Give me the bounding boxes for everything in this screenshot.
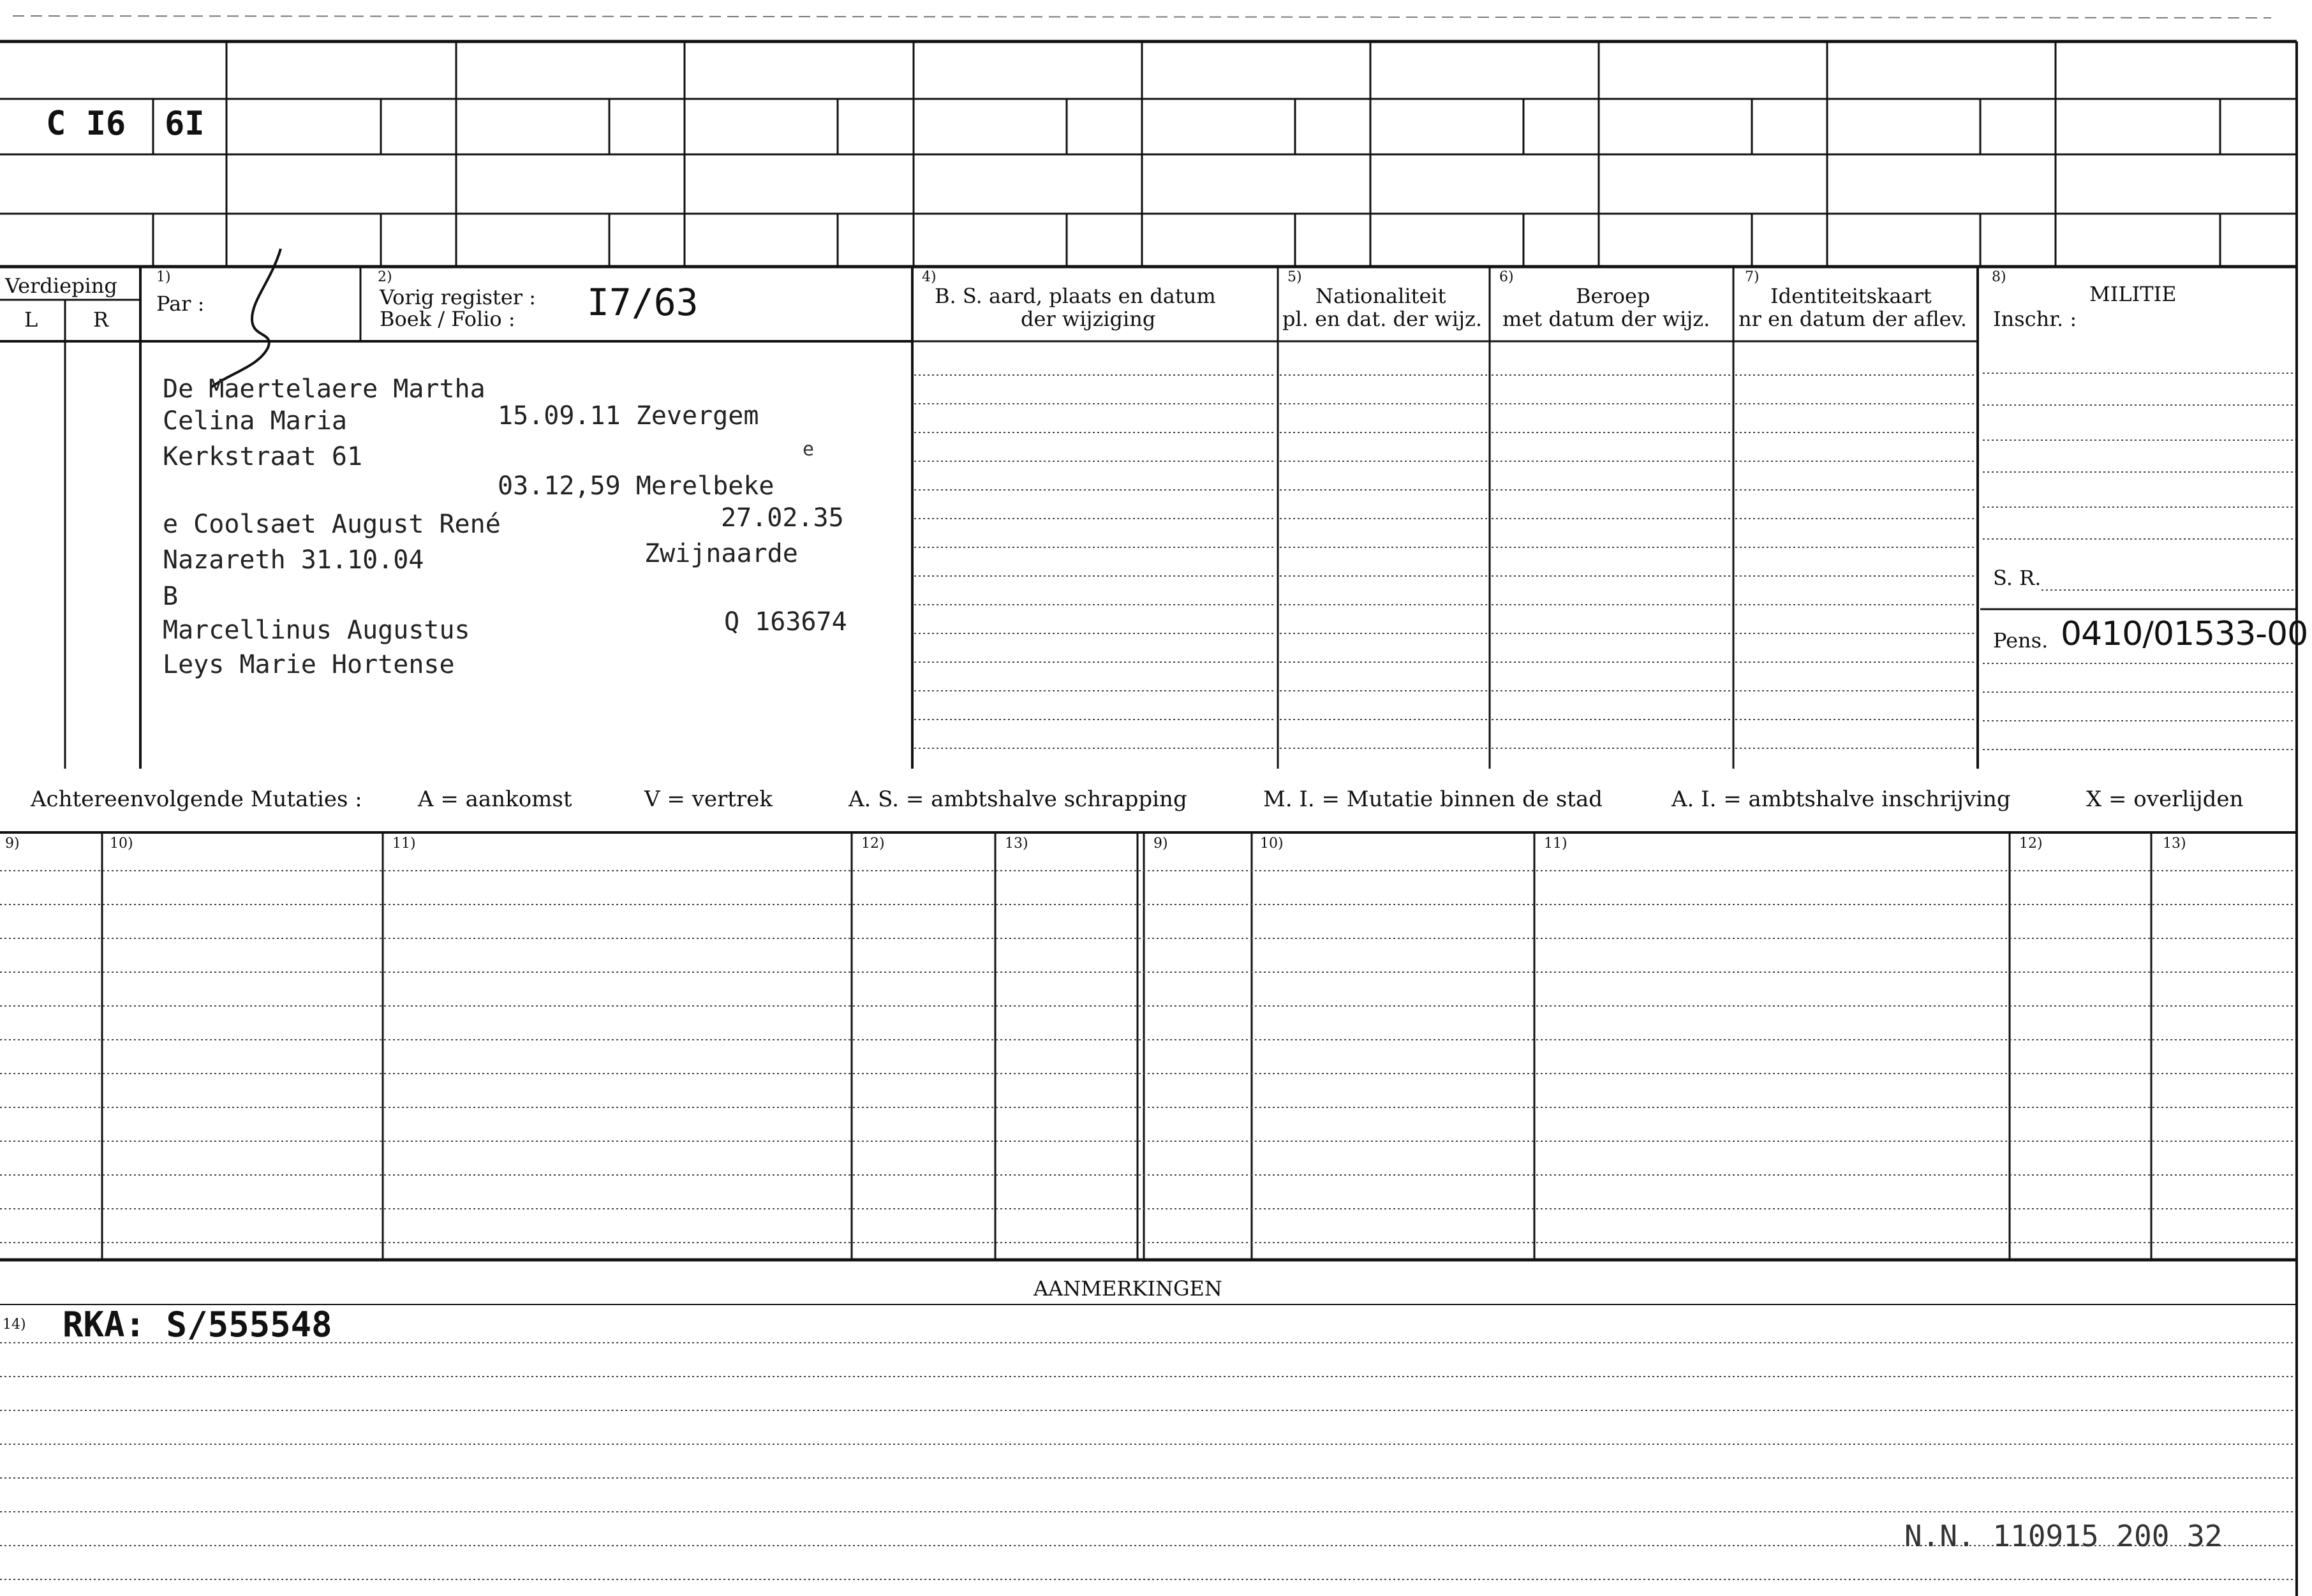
profession-number: 6) xyxy=(1499,269,1514,285)
nationality-label-1: Nationaliteit xyxy=(1315,284,1446,308)
record-father: Marcellinus Augustus xyxy=(163,616,470,645)
record-first-names: Celina Maria xyxy=(163,406,347,436)
profession-label-1: Beroep xyxy=(1576,284,1650,308)
floor-label: Verdieping xyxy=(5,274,117,298)
mutation-col-right-12: 12) xyxy=(2019,836,2043,852)
mutation-code-struck-off: A. S. = ambtshalve schrapping xyxy=(848,787,1187,812)
record-marriage-place: Zwijnaarde xyxy=(644,539,798,568)
militia-pens-label: Pens. xyxy=(1993,628,2049,653)
mutation-col-right-9: 9) xyxy=(1153,836,1168,852)
mutation-col-right-13: 13) xyxy=(2163,836,2186,852)
floor-right-label: R xyxy=(93,307,109,332)
profession-label-2: met datum der wijz. xyxy=(1502,307,1710,331)
par-label: Par : xyxy=(156,292,205,316)
remarks-title: AANMERKINGEN xyxy=(1034,1276,1222,1301)
civil-status-label-1: B. S. aard, plaats en datum xyxy=(935,284,1216,308)
mutation-col-left-12: 12) xyxy=(861,836,885,852)
prev-register-number: 2) xyxy=(378,269,392,285)
mutation-col-right-10: 10) xyxy=(1260,836,1284,852)
mutation-col-left-9: 9) xyxy=(5,836,20,852)
record-name: De Maertelaere Martha xyxy=(163,374,485,404)
record-marriage-date: 27.02.35 xyxy=(721,503,844,533)
record-mother: Leys Marie Hortense xyxy=(163,650,455,679)
mutation-code-registered: A. I. = ambtshalve inschrijving xyxy=(1671,787,2011,812)
book-folio-label: Boek / Folio : xyxy=(380,307,515,331)
record-id-number: Q 163674 xyxy=(724,607,847,637)
militia-sr-label: S. R. xyxy=(1993,566,2042,590)
militia-inschr-label: Inschr. : xyxy=(1993,307,2077,331)
mutation-col-left-11: 11) xyxy=(392,836,416,852)
mutation-code-death: X = overlijden xyxy=(2086,787,2244,812)
record-spouse: e Coolsaet August René xyxy=(163,510,501,539)
record-b-line: B xyxy=(163,582,179,611)
top-box-2-value: 6I xyxy=(165,105,205,143)
mutation-col-left-13: 13) xyxy=(1005,836,1028,852)
record-spouse-birth: Nazareth 31.10.04 xyxy=(163,545,424,575)
mutation-code-departure: V = vertrek xyxy=(644,787,773,812)
civil-status-label-2: der wijziging xyxy=(1021,307,1156,331)
record-birth: 15.09.11 Zevergem xyxy=(498,401,759,431)
floor-left-label: L xyxy=(24,307,38,332)
identity-card-label-2: nr en datum der aflev. xyxy=(1738,307,1967,331)
identity-card-label-1: Identiteitskaart xyxy=(1770,284,1932,308)
nationality-label-2: pl. en dat. der wijz. xyxy=(1282,307,1483,331)
remarks-national-number: N.N. 110915 200 32 xyxy=(1904,1519,2223,1553)
prev-register-value: I7/63 xyxy=(587,281,699,324)
civil-status-number: 4) xyxy=(922,269,937,285)
nationality-number: 5) xyxy=(1287,269,1302,285)
mutation-code-arrival: A = aankomst xyxy=(418,787,572,812)
record-arrival: 03.12,59 Merelbeke xyxy=(498,471,774,501)
remarks-rka-entry: RKA: S/555548 xyxy=(63,1304,332,1345)
mutation-col-left-10: 10) xyxy=(110,836,133,852)
mutation-code-internal: M. I. = Mutatie binnen de stad xyxy=(1263,787,1603,812)
prev-register-label: Vorig register : xyxy=(380,285,537,309)
remarks-number: 14) xyxy=(3,1317,26,1333)
mutations-legend-title: Achtereenvolgende Mutaties : xyxy=(31,787,362,812)
mutation-col-right-11: 11) xyxy=(1544,836,1567,852)
militia-pens-value: 0410/01533-00 xyxy=(2061,615,2308,653)
par-number: 1) xyxy=(156,269,171,285)
top-box-1-value: C I6 xyxy=(46,105,126,143)
identity-card-number: 7) xyxy=(1745,269,1760,285)
record-marker-e: e xyxy=(803,438,815,461)
militia-title: MILITIE xyxy=(2089,282,2177,306)
record-address: Kerkstraat 61 xyxy=(163,442,363,471)
militia-number: 8) xyxy=(1992,269,2006,285)
